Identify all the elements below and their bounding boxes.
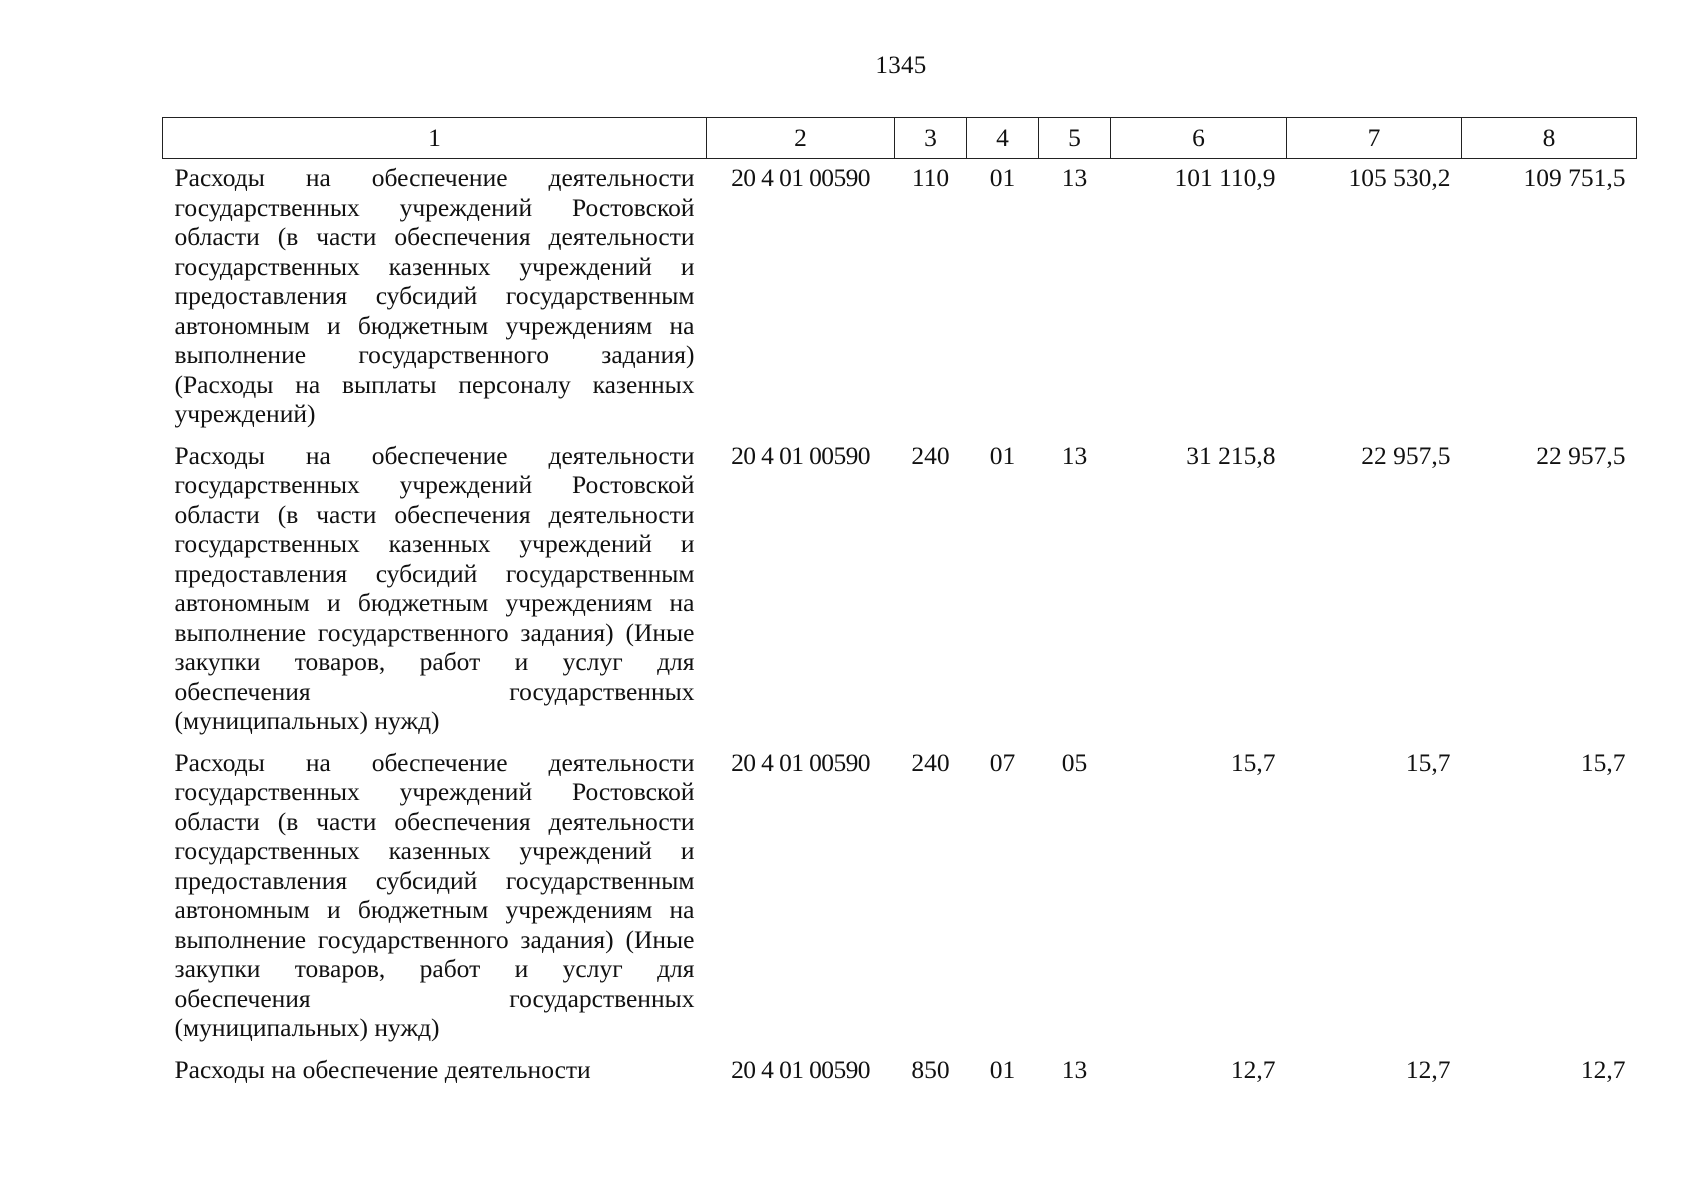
row-section: 01 bbox=[989, 1054, 1016, 1084]
table-header bbox=[163, 118, 1637, 159]
row-target-code: 20 4 01 00590 bbox=[731, 1054, 870, 1084]
row-amount-1: 15,7 bbox=[1230, 747, 1276, 777]
row-target-code: 20 4 01 00590 bbox=[731, 440, 870, 470]
row-section: 01 bbox=[989, 163, 1016, 192]
header-col-7: 7 bbox=[1287, 118, 1462, 159]
row-subsection: 13 bbox=[1061, 163, 1088, 192]
row-amount-1: 101 110,9 bbox=[1174, 163, 1276, 192]
row-amount-1: 31 215,8 bbox=[1186, 440, 1276, 470]
row-subsection: 13 bbox=[1061, 440, 1088, 470]
table-body bbox=[163, 159, 1637, 1093]
row-description: Расходы на обеспечение деятельности bbox=[174, 1054, 591, 1084]
row-amount-3: 12,7 bbox=[1580, 1054, 1626, 1084]
row-amount-2: 105 530,2 bbox=[1348, 163, 1451, 192]
row-amount-3: 22 957,5 bbox=[1536, 440, 1626, 470]
page-number: 1345 bbox=[875, 52, 927, 79]
budget-table bbox=[162, 117, 1637, 1092]
row-expense-type: 240 bbox=[911, 440, 950, 470]
row-section: 07 bbox=[989, 747, 1016, 777]
row-section: 01 bbox=[989, 440, 1016, 470]
table-row bbox=[163, 1051, 1637, 1093]
row-amount-3: 109 751,5 bbox=[1523, 163, 1626, 192]
header-col-2: 2 bbox=[707, 118, 895, 159]
header-col-6: 6 bbox=[1111, 118, 1287, 159]
row-description: Расходы на обеспечение деятельности государственных учреждений Ростовской области (в части обеспечения деятельности государственных казенных учреждений и предоставления субсидий государственным автономным и бюджетным учреждениям на выполнение государственного задания) (Иные закупки товаров, работ и услуг для обеспечения государственных (муниципальных) нужд) bbox=[174, 440, 695, 735]
row-amount-3: 15,7 bbox=[1580, 747, 1626, 777]
header-col-3: 3 bbox=[895, 118, 967, 159]
header-col-4: 4 bbox=[967, 118, 1039, 159]
row-description: Расходы на обеспечение деятельности государственных учреждений Ростовской области (в части обеспечения деятельности государственных казенных учреждений и предоставления субсидий государственным автономным и бюджетным учреждениям на выполнение государственного задания) (Иные закупки товаров, работ и услуг для обеспечения государственных (муниципальных) нужд) bbox=[174, 747, 695, 1042]
row-amount-1: 12,7 bbox=[1230, 1054, 1276, 1084]
header-col-1: 1 bbox=[163, 118, 707, 159]
row-target-code: 20 4 01 00590 bbox=[731, 747, 870, 777]
row-expense-type: 850 bbox=[911, 1054, 950, 1084]
row-target-code: 20 4 01 00590 bbox=[731, 163, 870, 192]
row-subsection: 05 bbox=[1061, 747, 1088, 777]
table-row bbox=[163, 159, 1637, 437]
header-row bbox=[163, 118, 1637, 159]
row-subsection: 13 bbox=[1061, 1054, 1088, 1084]
row-expense-type: 110 bbox=[911, 163, 950, 192]
row-amount-2: 22 957,5 bbox=[1361, 440, 1451, 470]
header-col-8: 8 bbox=[1462, 118, 1637, 159]
row-description: Расходы на обеспечение деятельности государственных учреждений Ростовской области (в части обеспечения деятельности государственных казенных учреждений и предоставления субсидий государственным автономным и бюджетным учреждениям на выполнение государственного задания) (Расходы на выплаты персоналу казенных учреждений) bbox=[174, 163, 695, 428]
table-row bbox=[163, 744, 1637, 1051]
row-expense-type: 240 bbox=[911, 747, 950, 777]
row-amount-2: 12,7 bbox=[1405, 1054, 1451, 1084]
row-amount-2: 15,7 bbox=[1405, 747, 1451, 777]
table-row bbox=[163, 437, 1637, 744]
header-col-5: 5 bbox=[1039, 118, 1111, 159]
